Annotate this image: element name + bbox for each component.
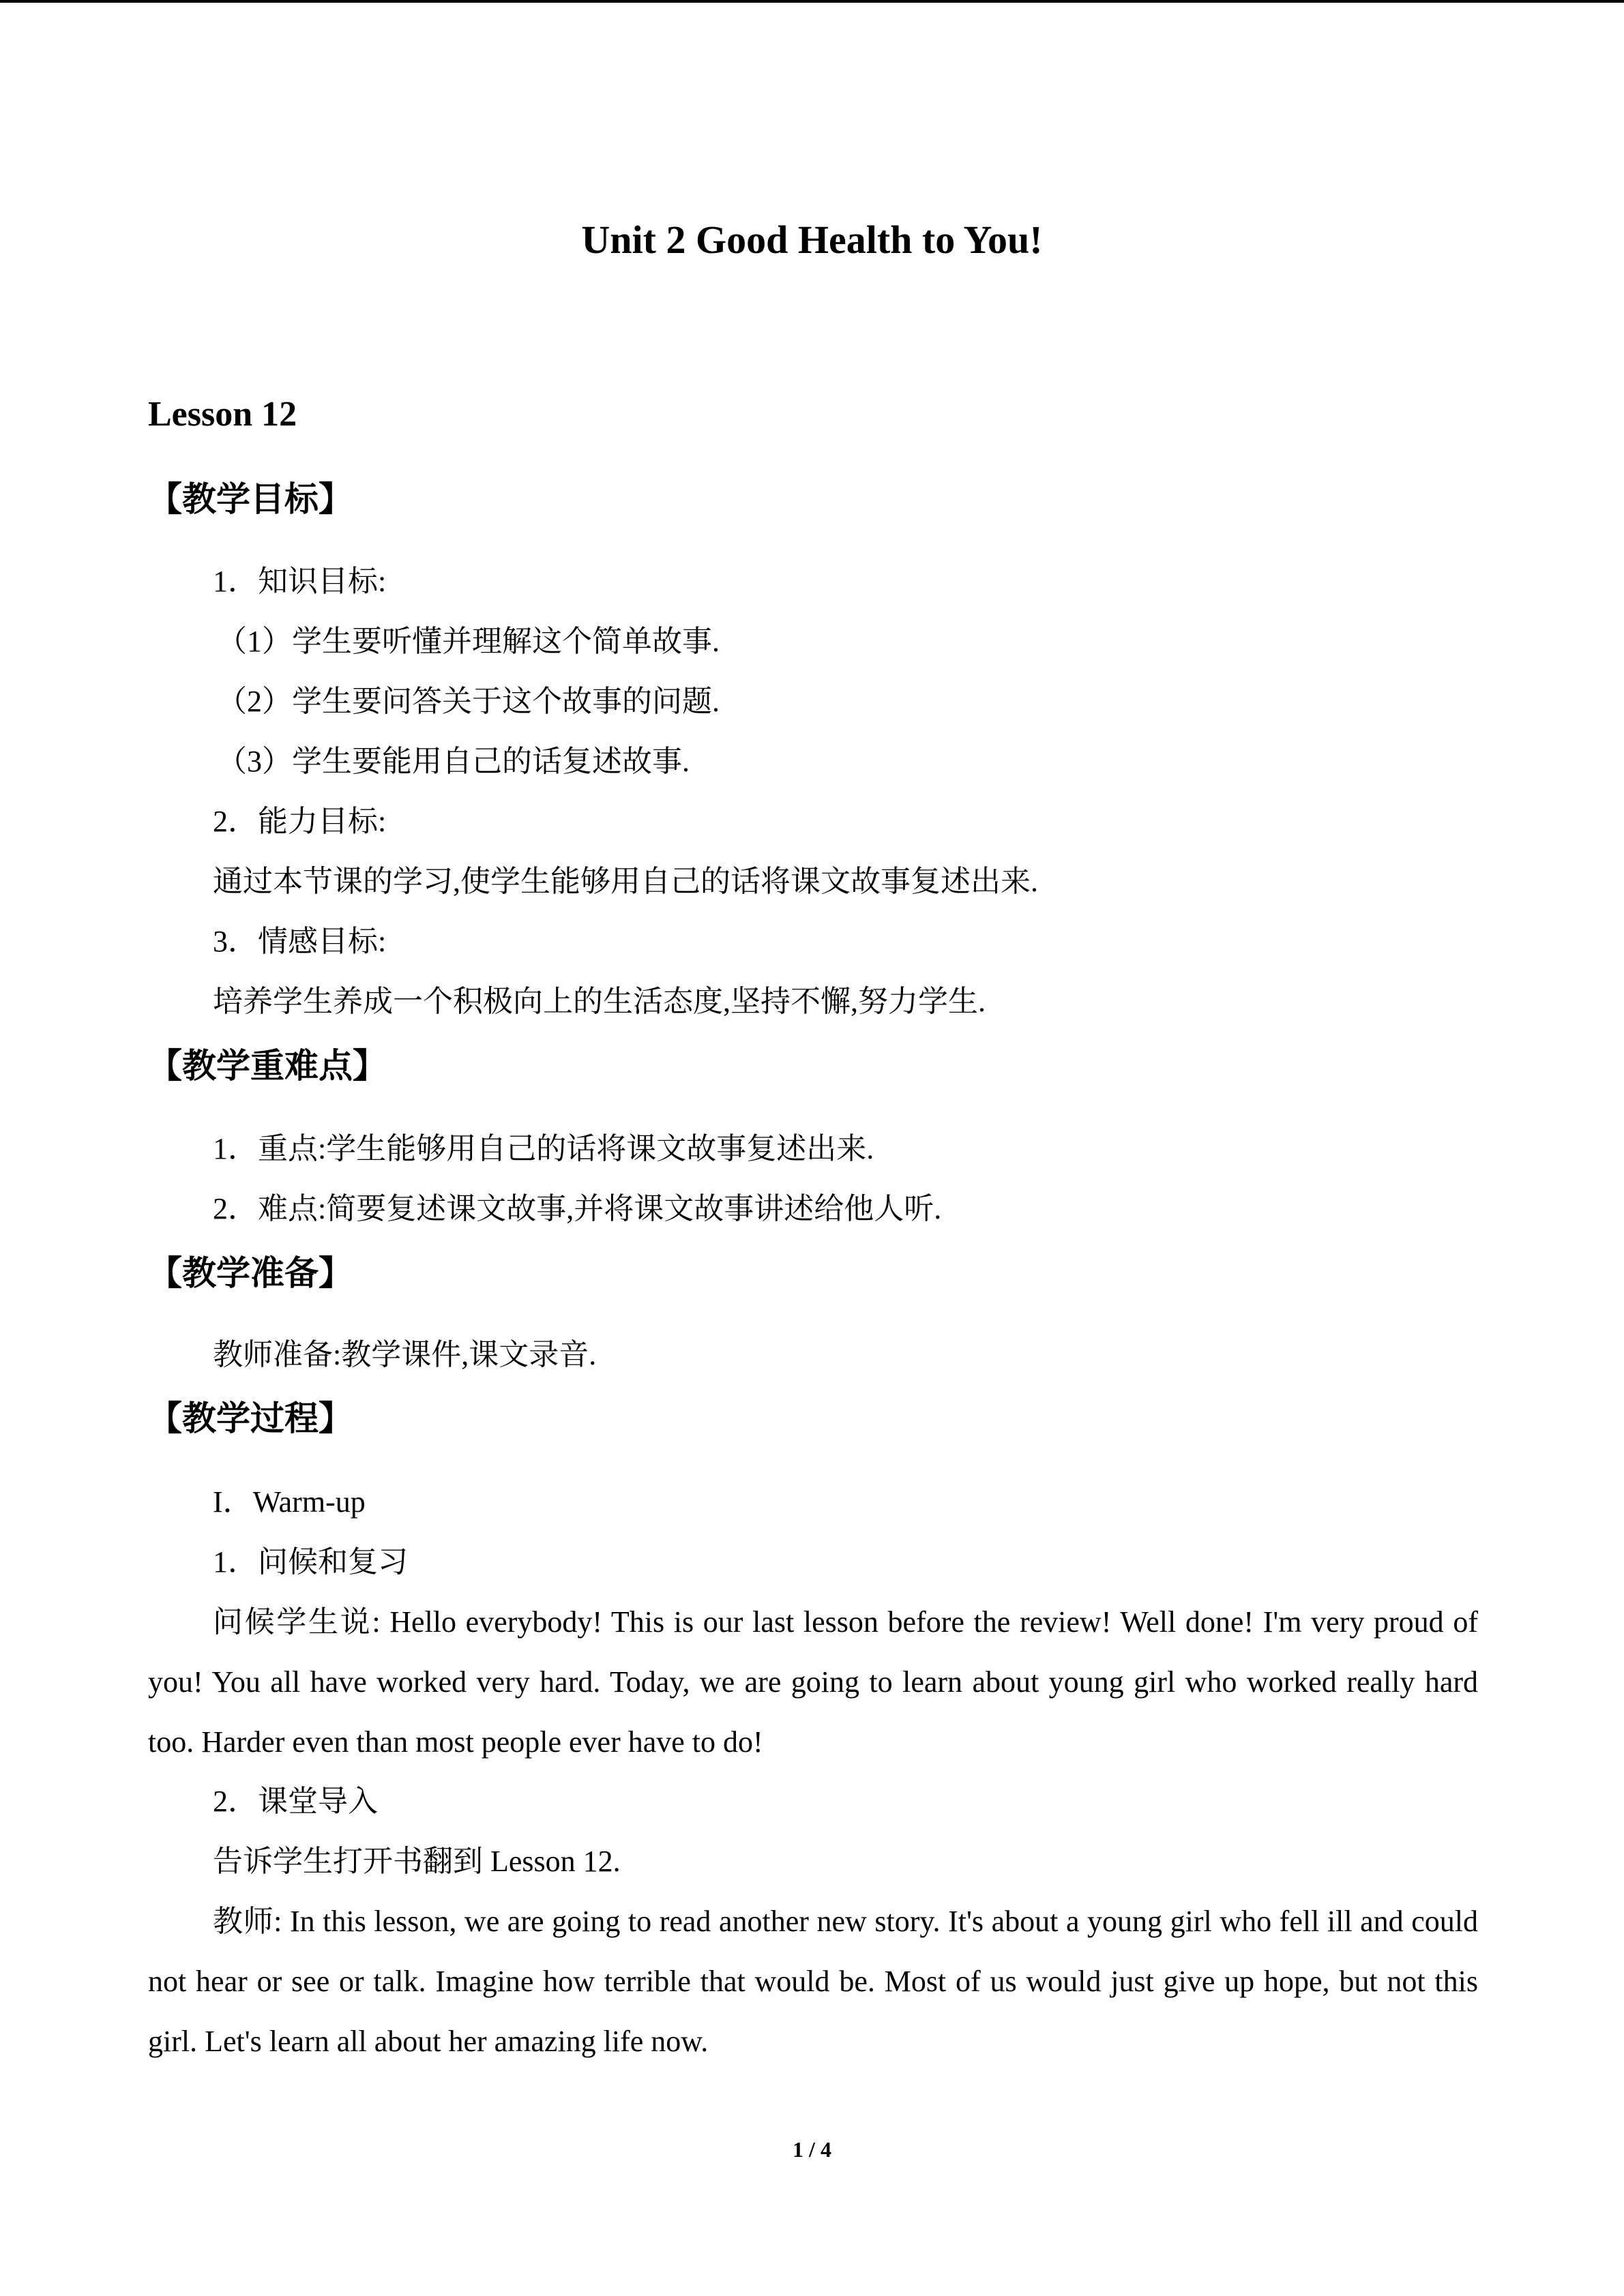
key-point-item: 1．重点:学生能够用自己的话将课文故事复述出来. bbox=[213, 1132, 874, 1165]
step-warm-up: I．Warm-up bbox=[213, 1485, 366, 1519]
ability-objective-title: 2．能力目标: bbox=[213, 805, 387, 838]
knowledge-objective-title: 1．知识目标: bbox=[213, 565, 387, 598]
knowledge-item: （3）学生要能用自己的话复述故事. bbox=[217, 745, 690, 778]
page-number: 1 / 4 bbox=[793, 2137, 831, 2162]
objectives-heading: 【教学目标】 bbox=[148, 479, 353, 519]
greeting-paragraph: 问候学生说: Hello everybody! This is our last lesson before the review! Well done! I'm very proud of you! You all have worked very hard. Today, we are going to learn about young girl who worked really hard too. Harder even than most people ever have to do! bbox=[148, 1605, 1478, 1759]
knowledge-item: （2）学生要问答关于这个故事的问题. bbox=[217, 685, 720, 718]
emotion-objective-title: 3．情感目标: bbox=[213, 925, 387, 958]
preparation-heading: 【教学准备】 bbox=[148, 1253, 353, 1293]
page-title: Unit 2 Good Health to You! bbox=[581, 218, 1043, 262]
difficulty-item: 2．难点:简要复述课文故事,并将课文故事讲述给他人听. bbox=[213, 1192, 942, 1225]
lesson-label: Lesson 12 bbox=[148, 395, 297, 434]
sub-step-introduction: 2．课堂导入 bbox=[213, 1785, 378, 1818]
knowledge-item: （1）学生要听懂并理解这个简单故事. bbox=[217, 625, 720, 658]
preparation-text: 教师准备:教学课件,课文录音. bbox=[213, 1338, 597, 1371]
sub-step-greeting: 1．问候和复习 bbox=[213, 1545, 408, 1579]
emotion-objective-text: 培养学生养成一个积极向上的生活态度,坚持不懈,努力学生. bbox=[213, 985, 986, 1018]
key-points-heading: 【教学重难点】 bbox=[148, 1046, 387, 1086]
top-border bbox=[0, 0, 1624, 3]
process-heading: 【教学过程】 bbox=[148, 1399, 353, 1438]
ability-objective-text: 通过本节课的学习,使学生能够用自己的话将课文故事复述出来. bbox=[213, 865, 1038, 898]
teacher-paragraph: 教师: In this lesson, we are going to read another new story. It's about a young girl who fell ill and could not hear or see or talk. Imagine how terrible that would be. Most of us would just give up hope, but not this girl. Let's learn all about her amazing life now. bbox=[148, 1905, 1478, 2058]
introduction-line: 告诉学生打开书翻到 Lesson 12. bbox=[213, 1845, 621, 1878]
